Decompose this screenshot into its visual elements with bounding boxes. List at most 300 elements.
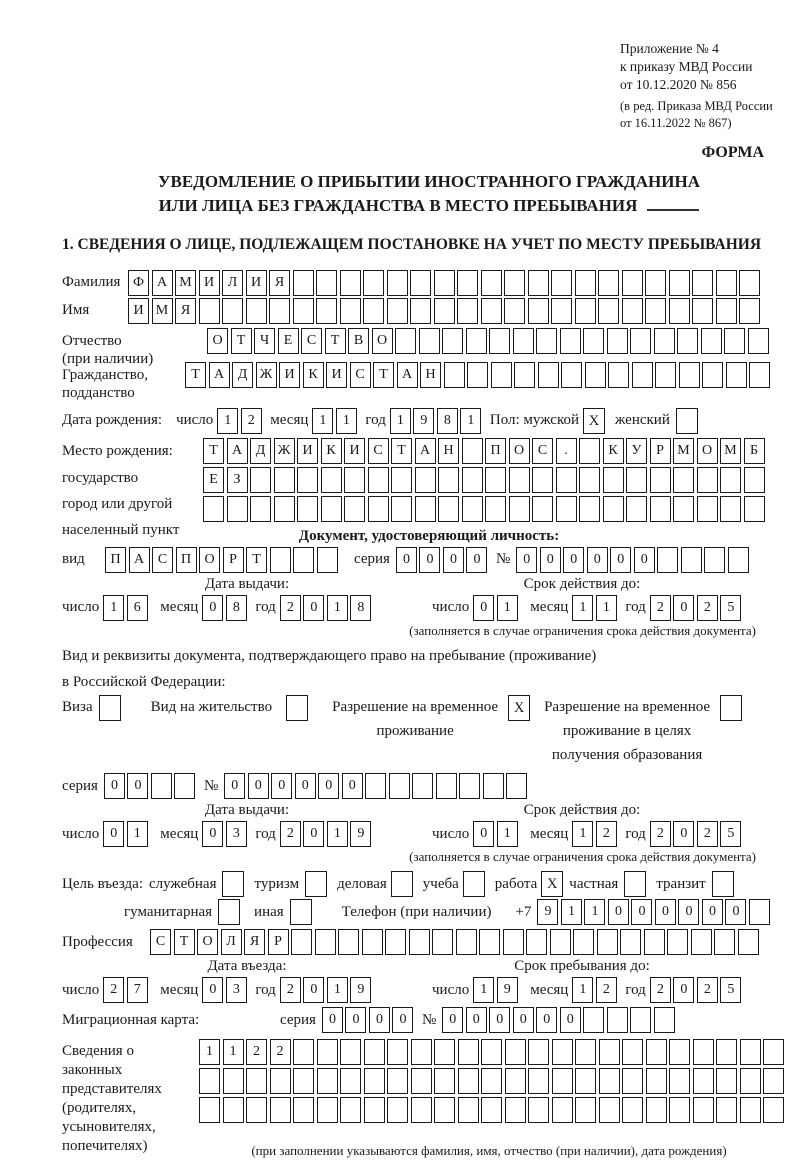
char-cell[interactable] [438, 496, 459, 522]
char-cell[interactable] [669, 298, 690, 324]
char-cell[interactable] [479, 929, 500, 955]
char-cell[interactable] [387, 1097, 408, 1123]
char-cell[interactable] [669, 1039, 690, 1065]
char-cell[interactable] [630, 328, 651, 354]
char-cell[interactable] [597, 929, 618, 955]
char-cell[interactable] [681, 547, 702, 573]
char-cell[interactable]: 1 [327, 595, 348, 621]
char-cell[interactable]: М [673, 438, 694, 464]
char-cell[interactable]: 0 [673, 977, 694, 1003]
char-cell[interactable] [199, 298, 220, 324]
char-cell[interactable]: 0 [560, 1007, 581, 1033]
char-cell[interactable]: И [344, 438, 365, 464]
char-cell[interactable] [669, 270, 690, 296]
char-cell[interactable] [739, 270, 760, 296]
char-cell[interactable] [673, 467, 694, 493]
char-cell[interactable]: Л [221, 929, 242, 955]
char-cell[interactable] [560, 328, 581, 354]
char-cell[interactable]: Т [231, 328, 252, 354]
char-cell[interactable]: К [603, 438, 624, 464]
char-cell[interactable]: 1 [572, 977, 593, 1003]
char-cell[interactable] [620, 929, 641, 955]
char-cell[interactable] [293, 298, 314, 324]
residence-permit-checkbox[interactable] [286, 695, 308, 721]
char-cell[interactable] [744, 496, 765, 522]
char-cell[interactable] [740, 1097, 761, 1123]
char-cell[interactable] [738, 929, 759, 955]
birth-day-cells[interactable] [217, 408, 264, 434]
char-cell[interactable]: 0 [513, 1007, 534, 1033]
char-cell[interactable]: 0 [608, 899, 629, 925]
char-cell[interactable]: . [556, 438, 577, 464]
char-cell[interactable]: Р [268, 929, 289, 955]
char-cell[interactable] [462, 496, 483, 522]
char-cell[interactable]: Е [203, 467, 224, 493]
char-cell[interactable] [364, 1097, 385, 1123]
char-cell[interactable] [514, 362, 535, 388]
char-cell[interactable] [504, 270, 525, 296]
char-cell[interactable] [411, 1097, 432, 1123]
char-cell[interactable]: 0 [202, 977, 223, 1003]
char-cell[interactable]: З [227, 467, 248, 493]
char-cell[interactable] [412, 773, 433, 799]
char-cell[interactable] [667, 929, 688, 955]
sex-female-checkbox[interactable] [676, 408, 698, 434]
char-cell[interactable]: 0 [516, 547, 537, 573]
char-cell[interactable] [573, 929, 594, 955]
char-cell[interactable] [622, 270, 643, 296]
char-cell[interactable]: 0 [610, 547, 631, 573]
char-cell[interactable] [270, 1068, 291, 1094]
char-cell[interactable]: М [175, 270, 196, 296]
char-cell[interactable]: 2 [103, 977, 124, 1003]
char-cell[interactable] [599, 1097, 620, 1123]
char-cell[interactable] [528, 298, 549, 324]
char-cell[interactable] [716, 270, 737, 296]
char-cell[interactable] [387, 298, 408, 324]
migration-series-cells[interactable] [322, 1007, 416, 1033]
char-cell[interactable] [720, 467, 741, 493]
char-cell[interactable] [505, 1068, 526, 1094]
permit-series-cells[interactable] [104, 773, 198, 799]
char-cell[interactable]: 2 [697, 821, 718, 847]
char-cell[interactable]: 0 [103, 821, 124, 847]
char-cell[interactable] [679, 362, 700, 388]
char-cell[interactable] [693, 1068, 714, 1094]
char-cell[interactable]: 0 [678, 899, 699, 925]
char-cell[interactable] [505, 1097, 526, 1123]
char-cell[interactable] [293, 547, 314, 573]
permit-expiry-day-cells[interactable] [473, 821, 520, 847]
char-cell[interactable]: С [532, 438, 553, 464]
char-cell[interactable] [415, 467, 436, 493]
char-cell[interactable]: И [246, 270, 267, 296]
profession-cells[interactable] [150, 929, 761, 955]
char-cell[interactable] [646, 1097, 667, 1123]
char-cell[interactable]: 0 [271, 773, 292, 799]
char-cell[interactable] [702, 362, 723, 388]
char-cell[interactable]: 1 [497, 595, 518, 621]
char-cell[interactable] [481, 1068, 502, 1094]
char-cell[interactable]: 0 [673, 821, 694, 847]
char-cell[interactable]: О [199, 547, 220, 573]
char-cell[interactable] [650, 496, 671, 522]
char-cell[interactable]: И [297, 438, 318, 464]
char-cell[interactable]: Т [246, 547, 267, 573]
char-cell[interactable] [340, 1097, 361, 1123]
char-cell[interactable] [462, 438, 483, 464]
char-cell[interactable] [459, 773, 480, 799]
char-cell[interactable] [458, 1039, 479, 1065]
char-cell[interactable]: А [152, 270, 173, 296]
char-cell[interactable] [270, 547, 291, 573]
char-cell[interactable] [456, 929, 477, 955]
char-cell[interactable]: К [303, 362, 324, 388]
char-cell[interactable]: М [152, 298, 173, 324]
char-cell[interactable] [622, 1039, 643, 1065]
char-cell[interactable]: 0 [369, 1007, 390, 1033]
char-cell[interactable]: 1 [327, 977, 348, 1003]
doc-expiry-day-cells[interactable] [473, 595, 520, 621]
char-cell[interactable] [297, 496, 318, 522]
char-cell[interactable] [391, 496, 412, 522]
temp-residence-checkbox[interactable]: X [508, 695, 530, 721]
char-cell[interactable] [467, 362, 488, 388]
visa-checkbox[interactable] [99, 695, 121, 721]
char-cell[interactable] [579, 438, 600, 464]
char-cell[interactable] [583, 328, 604, 354]
char-cell[interactable] [315, 929, 336, 955]
char-cell[interactable] [222, 298, 243, 324]
char-cell[interactable] [644, 929, 665, 955]
char-cell[interactable] [716, 298, 737, 324]
char-cell[interactable] [411, 1039, 432, 1065]
char-cell[interactable]: 9 [537, 899, 558, 925]
char-cell[interactable]: В [348, 328, 369, 354]
char-cell[interactable] [436, 773, 457, 799]
purpose-study-checkbox[interactable] [463, 871, 485, 897]
char-cell[interactable]: 1 [572, 821, 593, 847]
char-cell[interactable] [669, 1097, 690, 1123]
char-cell[interactable] [626, 496, 647, 522]
char-cell[interactable]: 1 [217, 408, 238, 434]
char-cell[interactable] [415, 496, 436, 522]
char-cell[interactable]: 1 [561, 899, 582, 925]
char-cell[interactable] [293, 1097, 314, 1123]
char-cell[interactable] [246, 1097, 267, 1123]
char-cell[interactable]: И [279, 362, 300, 388]
entry-month-cells[interactable] [202, 977, 249, 1003]
char-cell[interactable]: 2 [650, 821, 671, 847]
char-cell[interactable] [419, 328, 440, 354]
char-cell[interactable] [391, 467, 412, 493]
char-cell[interactable] [317, 1068, 338, 1094]
char-cell[interactable] [389, 773, 410, 799]
patronymic-cells[interactable] [207, 328, 771, 354]
char-cell[interactable] [483, 773, 504, 799]
char-cell[interactable]: С [350, 362, 371, 388]
char-cell[interactable] [598, 270, 619, 296]
char-cell[interactable] [462, 467, 483, 493]
char-cell[interactable] [503, 929, 524, 955]
char-cell[interactable]: К [321, 438, 342, 464]
char-cell[interactable]: Д [250, 438, 271, 464]
stay-month-cells[interactable] [572, 977, 619, 1003]
birthplace-line1-cells[interactable] [203, 438, 767, 464]
char-cell[interactable] [364, 1039, 385, 1065]
char-cell[interactable] [655, 362, 676, 388]
char-cell[interactable] [654, 328, 675, 354]
representatives-line3-cells[interactable] [199, 1097, 787, 1123]
char-cell[interactable]: 0 [322, 1007, 343, 1033]
char-cell[interactable] [603, 467, 624, 493]
char-cell[interactable] [246, 298, 267, 324]
char-cell[interactable] [749, 362, 770, 388]
permit-expiry-year-cells[interactable] [650, 821, 744, 847]
permit-issue-month-cells[interactable] [202, 821, 249, 847]
char-cell[interactable] [481, 1039, 502, 1065]
char-cell[interactable]: Т [174, 929, 195, 955]
char-cell[interactable] [575, 1039, 596, 1065]
char-cell[interactable]: П [485, 438, 506, 464]
char-cell[interactable] [395, 328, 416, 354]
char-cell[interactable]: 0 [318, 773, 339, 799]
char-cell[interactable] [645, 270, 666, 296]
char-cell[interactable] [556, 467, 577, 493]
char-cell[interactable] [749, 899, 770, 925]
char-cell[interactable]: 2 [650, 595, 671, 621]
char-cell[interactable]: С [150, 929, 171, 955]
char-cell[interactable] [410, 270, 431, 296]
char-cell[interactable] [763, 1097, 784, 1123]
purpose-business-checkbox[interactable] [391, 871, 413, 897]
char-cell[interactable] [561, 362, 582, 388]
char-cell[interactable]: 1 [312, 408, 333, 434]
permit-expiry-month-cells[interactable] [572, 821, 619, 847]
char-cell[interactable]: 1 [127, 821, 148, 847]
char-cell[interactable]: О [509, 438, 530, 464]
char-cell[interactable] [552, 1039, 573, 1065]
char-cell[interactable]: О [197, 929, 218, 955]
char-cell[interactable] [481, 298, 502, 324]
char-cell[interactable] [748, 328, 769, 354]
char-cell[interactable] [626, 467, 647, 493]
char-cell[interactable]: 0 [295, 773, 316, 799]
char-cell[interactable] [552, 1097, 573, 1123]
char-cell[interactable]: О [372, 328, 393, 354]
char-cell[interactable]: Р [650, 438, 671, 464]
char-cell[interactable]: Н [420, 362, 441, 388]
char-cell[interactable]: 2 [650, 977, 671, 1003]
char-cell[interactable]: 0 [473, 821, 494, 847]
char-cell[interactable]: У [626, 438, 647, 464]
char-cell[interactable] [763, 1068, 784, 1094]
citizenship-cells[interactable] [185, 362, 773, 388]
char-cell[interactable] [740, 1068, 761, 1094]
purpose-private-checkbox[interactable] [624, 871, 646, 897]
char-cell[interactable]: Ж [274, 438, 295, 464]
char-cell[interactable]: 9 [350, 821, 371, 847]
char-cell[interactable] [203, 496, 224, 522]
char-cell[interactable]: 0 [303, 595, 324, 621]
char-cell[interactable]: Я [175, 298, 196, 324]
stay-year-cells[interactable] [650, 977, 744, 1003]
char-cell[interactable]: 0 [634, 547, 655, 573]
char-cell[interactable]: 5 [720, 977, 741, 1003]
char-cell[interactable] [387, 1068, 408, 1094]
char-cell[interactable] [442, 328, 463, 354]
char-cell[interactable] [728, 547, 749, 573]
char-cell[interactable]: 0 [345, 1007, 366, 1033]
char-cell[interactable] [344, 496, 365, 522]
char-cell[interactable] [622, 1097, 643, 1123]
char-cell[interactable] [579, 467, 600, 493]
char-cell[interactable] [274, 467, 295, 493]
char-cell[interactable] [270, 1097, 291, 1123]
char-cell[interactable]: Ч [254, 328, 275, 354]
char-cell[interactable] [432, 929, 453, 955]
doc-issue-month-cells[interactable] [202, 595, 249, 621]
char-cell[interactable]: С [368, 438, 389, 464]
char-cell[interactable] [603, 496, 624, 522]
char-cell[interactable] [726, 362, 747, 388]
stay-day-cells[interactable] [473, 977, 520, 1003]
birthplace-line3-cells[interactable] [203, 496, 767, 522]
char-cell[interactable]: 2 [280, 595, 301, 621]
char-cell[interactable]: Ж [256, 362, 277, 388]
char-cell[interactable] [363, 298, 384, 324]
char-cell[interactable] [364, 1068, 385, 1094]
purpose-transit-checkbox[interactable] [712, 871, 734, 897]
char-cell[interactable] [316, 270, 337, 296]
char-cell[interactable] [509, 496, 530, 522]
char-cell[interactable]: 1 [460, 408, 481, 434]
char-cell[interactable] [489, 328, 510, 354]
char-cell[interactable] [387, 1039, 408, 1065]
doc-issue-year-cells[interactable] [280, 595, 374, 621]
char-cell[interactable] [434, 298, 455, 324]
char-cell[interactable] [650, 467, 671, 493]
char-cell[interactable] [368, 496, 389, 522]
char-cell[interactable]: 0 [702, 899, 723, 925]
char-cell[interactable] [434, 1039, 455, 1065]
char-cell[interactable] [174, 773, 195, 799]
char-cell[interactable]: 0 [442, 1007, 463, 1033]
char-cell[interactable] [223, 1068, 244, 1094]
char-cell[interactable] [434, 1097, 455, 1123]
char-cell[interactable] [697, 496, 718, 522]
doc-issue-day-cells[interactable] [103, 595, 150, 621]
char-cell[interactable] [481, 1097, 502, 1123]
birthplace-line2-cells[interactable] [203, 467, 767, 493]
char-cell[interactable]: 5 [720, 595, 741, 621]
permit-issue-day-cells[interactable] [103, 821, 150, 847]
char-cell[interactable]: 3 [226, 821, 247, 847]
char-cell[interactable] [199, 1068, 220, 1094]
doc-expiry-month-cells[interactable] [572, 595, 619, 621]
char-cell[interactable]: 0 [342, 773, 363, 799]
char-cell[interactable]: 8 [350, 595, 371, 621]
surname-cells[interactable] [128, 270, 763, 296]
char-cell[interactable]: 1 [223, 1039, 244, 1065]
char-cell[interactable] [485, 496, 506, 522]
char-cell[interactable] [556, 496, 577, 522]
char-cell[interactable] [701, 328, 722, 354]
char-cell[interactable]: А [415, 438, 436, 464]
char-cell[interactable] [720, 496, 741, 522]
purpose-tourism-checkbox[interactable] [305, 871, 327, 897]
char-cell[interactable] [458, 1097, 479, 1123]
char-cell[interactable]: 0 [473, 595, 494, 621]
char-cell[interactable] [269, 298, 290, 324]
char-cell[interactable] [716, 1097, 737, 1123]
char-cell[interactable]: 0 [248, 773, 269, 799]
temp-residence-edu-checkbox[interactable] [720, 695, 742, 721]
char-cell[interactable] [551, 298, 572, 324]
char-cell[interactable]: 7 [127, 977, 148, 1003]
char-cell[interactable]: 8 [226, 595, 247, 621]
char-cell[interactable]: 3 [226, 977, 247, 1003]
purpose-other-checkbox[interactable] [290, 899, 312, 925]
char-cell[interactable]: 0 [396, 547, 417, 573]
char-cell[interactable]: Т [203, 438, 224, 464]
char-cell[interactable] [363, 270, 384, 296]
char-cell[interactable] [598, 298, 619, 324]
char-cell[interactable] [763, 1039, 784, 1065]
char-cell[interactable]: 6 [127, 595, 148, 621]
char-cell[interactable] [317, 547, 338, 573]
char-cell[interactable] [608, 362, 629, 388]
char-cell[interactable]: 0 [202, 821, 223, 847]
char-cell[interactable]: А [209, 362, 230, 388]
char-cell[interactable]: И [326, 362, 347, 388]
char-cell[interactable]: А [227, 438, 248, 464]
char-cell[interactable] [227, 496, 248, 522]
char-cell[interactable]: 0 [563, 547, 584, 573]
char-cell[interactable] [410, 298, 431, 324]
char-cell[interactable] [599, 1039, 620, 1065]
purpose-work-checkbox[interactable]: X [541, 871, 563, 897]
char-cell[interactable] [481, 270, 502, 296]
char-cell[interactable] [692, 298, 713, 324]
char-cell[interactable]: 0 [224, 773, 245, 799]
char-cell[interactable] [693, 1039, 714, 1065]
char-cell[interactable] [274, 496, 295, 522]
char-cell[interactable] [387, 270, 408, 296]
char-cell[interactable] [714, 929, 735, 955]
char-cell[interactable] [457, 270, 478, 296]
char-cell[interactable] [466, 328, 487, 354]
char-cell[interactable]: 5 [720, 821, 741, 847]
given-name-cells[interactable] [128, 298, 763, 324]
char-cell[interactable] [457, 298, 478, 324]
char-cell[interactable] [317, 1039, 338, 1065]
char-cell[interactable]: 0 [419, 547, 440, 573]
char-cell[interactable] [632, 362, 653, 388]
char-cell[interactable] [338, 929, 359, 955]
char-cell[interactable]: М [720, 438, 741, 464]
char-cell[interactable]: 0 [655, 899, 676, 925]
char-cell[interactable]: 2 [596, 977, 617, 1003]
char-cell[interactable] [291, 929, 312, 955]
char-cell[interactable]: 1 [103, 595, 124, 621]
permit-number-cells[interactable] [224, 773, 530, 799]
char-cell[interactable] [692, 270, 713, 296]
char-cell[interactable]: О [697, 438, 718, 464]
char-cell[interactable] [250, 496, 271, 522]
char-cell[interactable] [552, 1068, 573, 1094]
char-cell[interactable] [739, 298, 760, 324]
